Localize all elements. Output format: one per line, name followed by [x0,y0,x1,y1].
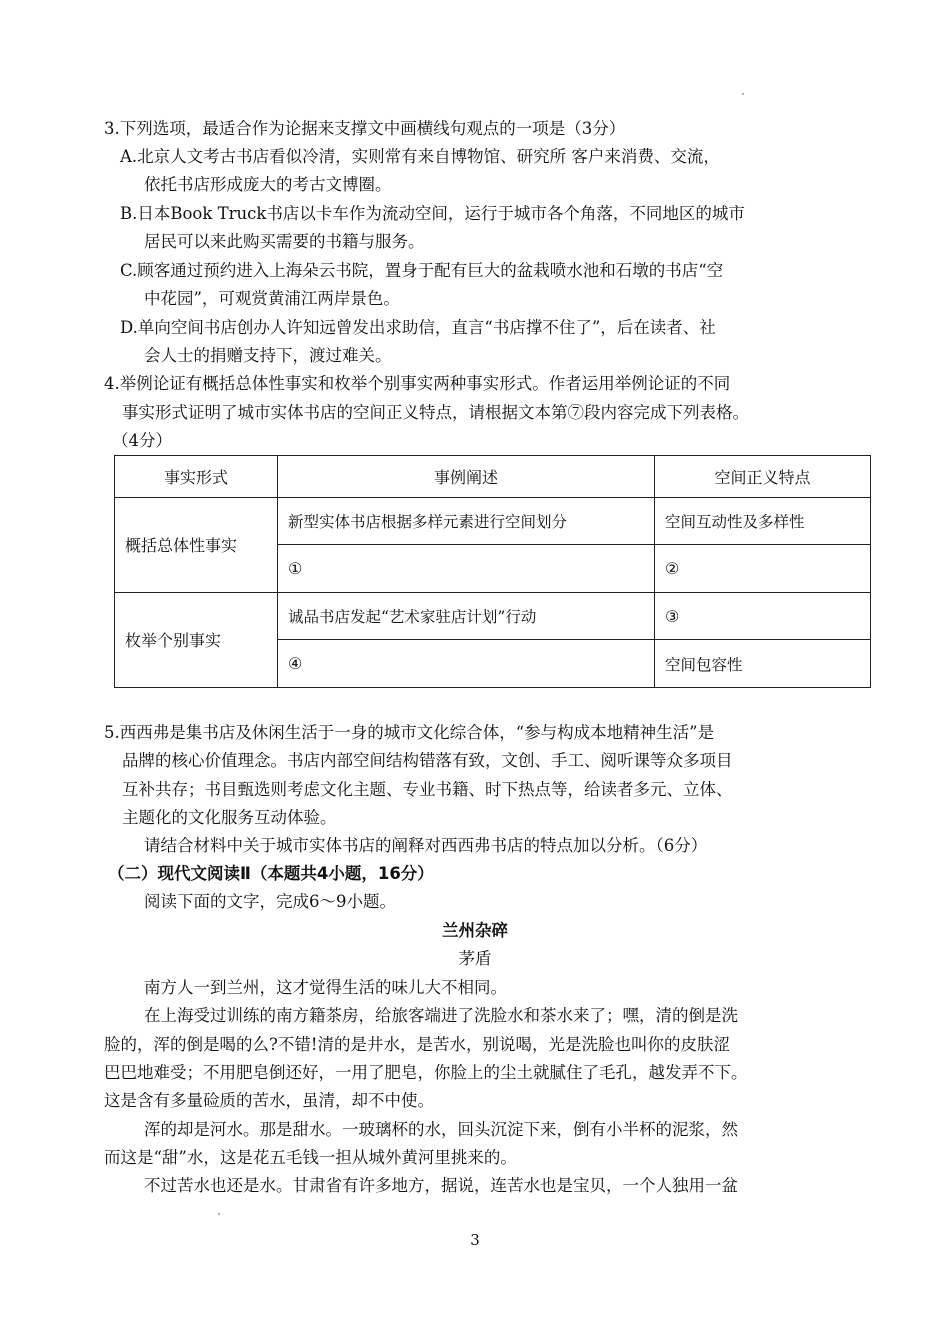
q3-option-b-line1: B.日本Book Truck书店以卡车作为流动空间，运行于城市各个角落，不同地区的城市 [120,204,745,223]
q3-option-c-line1: C.顾客通过预约进入上海朵云书院，置身于配有巨大的盆栽喷水池和石墩的书店“空 [120,261,724,280]
fact-form-table [114,455,871,688]
q3-option-a-line1: A.北京人文考古书店看似冷清，实则常有来自博物馆、研究所 客户来消费、交流， [120,147,720,166]
question-3-stem: 3.下列选项，最适合作为论据来支撑文中画横线句观点的一项是（3分） [104,119,626,138]
q3-option-a-line2: 依托书店形成庞大的考古文博圈。 [144,175,392,194]
page-number: 3 [470,1231,480,1249]
cell-blank-4: ④ [278,640,655,688]
table-row [115,592,871,640]
cell-feature: 空间互动性及多样性 [655,497,871,545]
question-5-line2: 品牌的核心价值理念。书店内部空间结构错落有致，文创、手工、阅听课等众多项目 [122,751,733,770]
group-individual-facts: 枚举个别事实 [115,592,278,687]
group-general-facts: 概括总体性事实 [115,497,278,592]
question-5-line4: 主题化的文化服务互动体验。 [122,808,337,827]
question-5-line3: 互补共存；书目甄选则考虑文化主题、专业书籍、时下热点等，给读者多元、立体、 [122,780,733,799]
header-fact-form: 事实形式 [115,456,278,498]
table-header-row [115,456,871,498]
paragraph-line: 而这是“甜”水，这是花五毛钱一担从城外黄河里挑来的。 [104,1148,517,1167]
paragraph-line: 南方人一到兰州，这才觉得生活的味儿大不相同。 [144,978,507,997]
header-justice-feature: 空间正义特点 [655,456,871,498]
paragraph-line: 脸的，浑的倒是喝的么?不错!清的是井水，是苦水，别说喝，光是洗脸也叫你的皮肤涩 [104,1035,730,1054]
q3-option-c-line2: 中花园”，可观赏黄浦江两岸景色。 [144,289,400,308]
paragraph-line: 浑的却是河水。那是甜水。一玻璃杯的水，回头沉淀下来，倒有小半杯的泥浆，然 [144,1120,738,1139]
article-author: 茅盾 [458,949,492,968]
paragraph-line: 在上海受过训练的南方籍茶房，给旅客端进了洗脸水和茶水来了；嘿，清的倒是洗 [144,1006,738,1025]
cell-feature: 空间包容性 [655,640,871,688]
cell-example: 新型实体书店根据多样元素进行空间划分 [278,497,655,545]
header-example: 事例阐述 [278,456,655,498]
scan-dot [742,93,744,95]
q3-option-b-line2: 居民可以来此购买需要的书籍与服务。 [144,232,425,251]
scan-dot [218,1213,220,1215]
paragraph-line: 不过苦水也还是水。甘肃省有许多地方，据说，连苦水也是宝贝，一个人独用一盆 [144,1176,738,1195]
question-5-line1: 5.西西弗是集书店及休闲生活于一身的城市文化综合体，“参与构成本地精神生活”是 [104,723,715,742]
cell-blank-2: ② [655,545,871,593]
paragraph-line: 这是含有多量硷质的苦水，虽清，却不中使。 [104,1091,434,1110]
q3-option-d-line1: D.单向空间书店创办人许知远曾发出求助信，直言“书店撑不住了”，后在读者、社 [120,318,716,337]
cell-blank-3: ③ [655,592,871,640]
article-title: 兰州杂碎 [442,921,508,940]
cell-blank-1: ① [278,545,655,593]
q3-option-d-line2: 会人士的捐赠支持下，渡过难关。 [144,346,392,365]
section-heading: （二）现代文阅读Ⅱ（本题共4小题，16分） [108,864,434,883]
question-4-line1: 4.举例论证有概括总体性事实和枚举个别事实两种事实形式。作者运用举例论证的不同 [104,374,731,393]
cell-example: 诚品书店发起“艺术家驻店计划”行动 [278,592,655,640]
section-instruction: 阅读下面的文字，完成6～9小题。 [144,892,396,911]
table-row [115,497,871,545]
question-4-score: （4分） [112,431,172,450]
paragraph-line: 巴巴地难受；不用肥皂倒还好，一用了肥皂，你脸上的尘土就腻住了毛孔，越发弄不下。 [104,1063,748,1082]
question-4-line2: 事实形式证明了城市实体书店的空间正义特点，请根据文本第⑦段内容完成下列表格。 [122,403,749,422]
question-5-prompt: 请结合材料中关于城市实体书店的阐释对西西弗书店的特点加以分析。（6分） [144,836,708,855]
